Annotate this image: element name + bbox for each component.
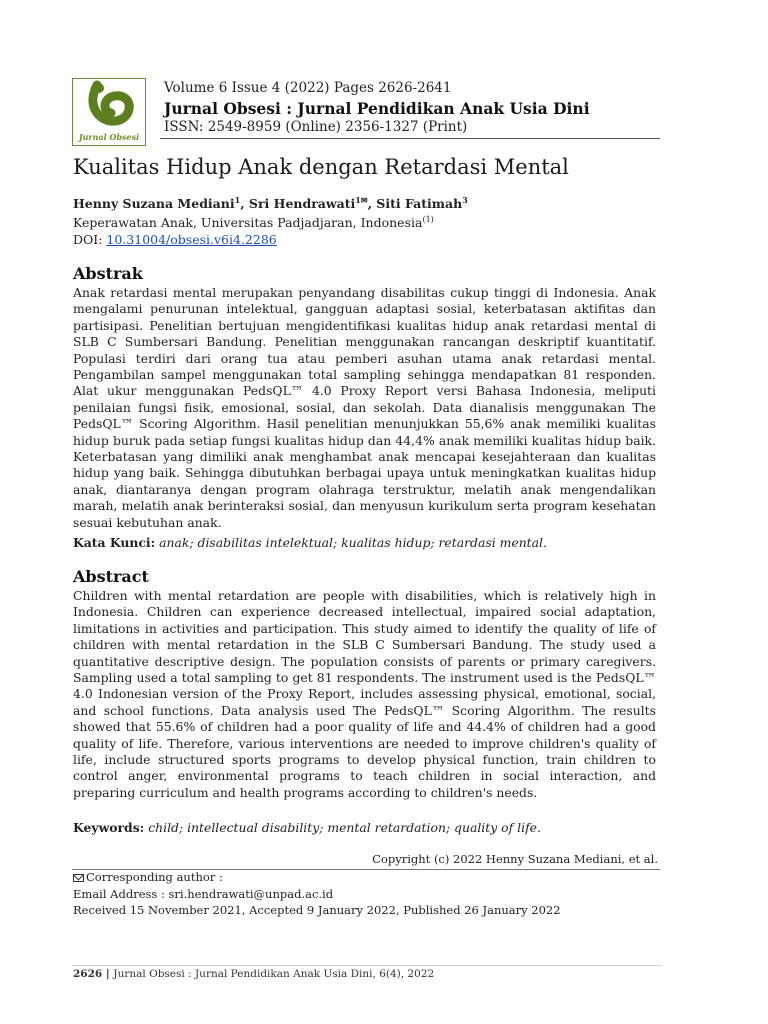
abstrak-heading: Abstrak <box>73 264 143 283</box>
kata-kunci <box>73 535 663 550</box>
page-footer <box>73 968 434 980</box>
kata-kunci-text: anak; disabilitas intelektual; kualitas hidup; retardasi mental. <box>155 535 547 550</box>
copyright: Copyright (c) 2022 Henny Suzana Mediani, et al. <box>372 852 658 866</box>
affiliation-sup: (1) <box>422 214 434 224</box>
author-name: Henny Suzana Mediani <box>73 196 235 211</box>
author-sup: 1 <box>234 194 241 205</box>
author-sup: 3 <box>462 194 468 205</box>
logo-text: Jurnal Obsesi <box>78 132 140 142</box>
kata-kunci-label: Kata Kunci: <box>73 535 156 550</box>
author-separator: , <box>367 196 377 211</box>
corresponding-line <box>73 869 561 886</box>
footer-separator: | <box>102 968 114 980</box>
footer-divider <box>72 965 662 966</box>
author-name: Sri Hendrawati <box>248 196 356 211</box>
doi-line <box>73 232 277 247</box>
volume-line: Volume 6 Issue 4 (2022) Pages 2626-2641 <box>164 80 452 96</box>
doi-label: DOI: <box>73 232 107 247</box>
author-separator: , <box>240 196 249 211</box>
correspondence-block <box>73 869 561 919</box>
journal-logo-mark <box>73 79 145 137</box>
corresponding-label: Corresponding author : <box>86 870 223 884</box>
author-name: Siti Fatimah <box>376 196 463 211</box>
keywords-label: Keywords: <box>73 820 145 835</box>
affiliation-text: Keperawatan Anak, Universitas Padjadjaran, Indonesia <box>73 215 423 230</box>
author-list <box>73 196 468 211</box>
doi-link[interactable]: 10.31004/obsesi.v6i4.2286 <box>106 232 277 247</box>
page-number: 2626 <box>73 968 103 980</box>
dates-line: Received 15 November 2021, Accepted 9 January 2022, Published 26 January 2022 <box>73 903 561 917</box>
abstract-heading: Abstract <box>73 567 149 586</box>
author-sup: 1✉ <box>355 194 368 205</box>
keywords-text: child; intellectual disability; mental retardation; quality of life. <box>144 820 541 835</box>
email-line: Email Address : sri.hendrawati@unpad.ac.id <box>73 886 334 901</box>
affiliation <box>73 215 434 230</box>
keywords <box>73 820 663 835</box>
journal-logo <box>72 78 146 146</box>
journal-name: Jurnal Obsesi : Jurnal Pendidikan Anak Usia Dini <box>164 99 590 118</box>
article-title: Kualitas Hidup Anak dengan Retardasi Mental <box>73 155 569 179</box>
abstrak-text: Anak retardasi mental merupakan penyandang disabilitas cukup tinggi di Indonesia. Anak mengalami penurunan intelektual, gangguan adaptasi sosial, keterbatasan aktifitas dan partisipasi. Penelitian bertujuan mengidentifikasi kualitas hidup anak retardasi mental di SLB C Sumbersari Bandung. Penelitian menggunakan rancangan deskriptif kuantitatif. Populasi terdiri dari orang tua atau pemberi asuhan utama anak retardasi mental. Pengambilan sampel menggunakan total sampling sehingga mendapatkan 81 responden. Alat ukur menggunakan PedsQL™ 4.0 Proxy Report versi Bahasa Indonesia, meliputi penilaian fungsi fisik, emosional, sosial, dan sekolah. Data dianalisis menggunakan The PedsQL™ Scoring Algorithm. Hasil penelitian menunjukkan 55,6% anak memiliki kualitas hidup buruk pada setiap fungsi kualitas hidup dan 44,4% anak memiliki kualitas hidup baik. Keterbatasan yang dimiliki anak menghambat anak mencapai kesejahteraan dan kualitas hidup yang baik. Sehingga dibutuhkan berbagai upaya untuk meningkatkan kualitas hidup anak, diantaranya dengan program olahraga terstruktur, melatih anak mengendalikan marah, melatih anak berinteraksi sosial, dan menyusun kurikulum serta program kesehatan sesuai kebutuhan anak. <box>73 285 656 530</box>
header-divider <box>160 138 660 139</box>
footer-text: Jurnal Obsesi : Jurnal Pendidikan Anak Usia Dini, 6(4), 2022 <box>113 968 435 980</box>
issn-line: ISSN: 2549-8959 (Online) 2356-1327 (Print) <box>164 119 468 135</box>
abstract-text: Children with mental retardation are people with disabilities, which is relatively high in Indonesia. Children can experience decreased intellectual, impaired social adaptation, limitations in activities and participation. This study aimed to identify the quality of life of children with mental retardation in the SLB C Sumbersari Bandung. The study used a quantitative descriptive design. The population consists of parents or primary caregivers. Sampling used a total sampling to get 81 respondents. The instrument used is the PedsQL™ 4.0 Indonesian version of the Proxy Report, includes assessing physical, emotional, social, and school functions. Data analysis used The PedsQL™ Scoring Algorithm. The results showed that 55.6% of children had a poor quality of life and 44.4% of children had a good quality of life. Therefore, various interventions are needed to improve children's quality of life, include structured sports programs to develop physical function, train children to control anger, environmental programs to teach children in social interaction, and preparing curriculum and health programs according to children's needs. <box>73 588 656 800</box>
envelope-icon <box>73 874 84 882</box>
